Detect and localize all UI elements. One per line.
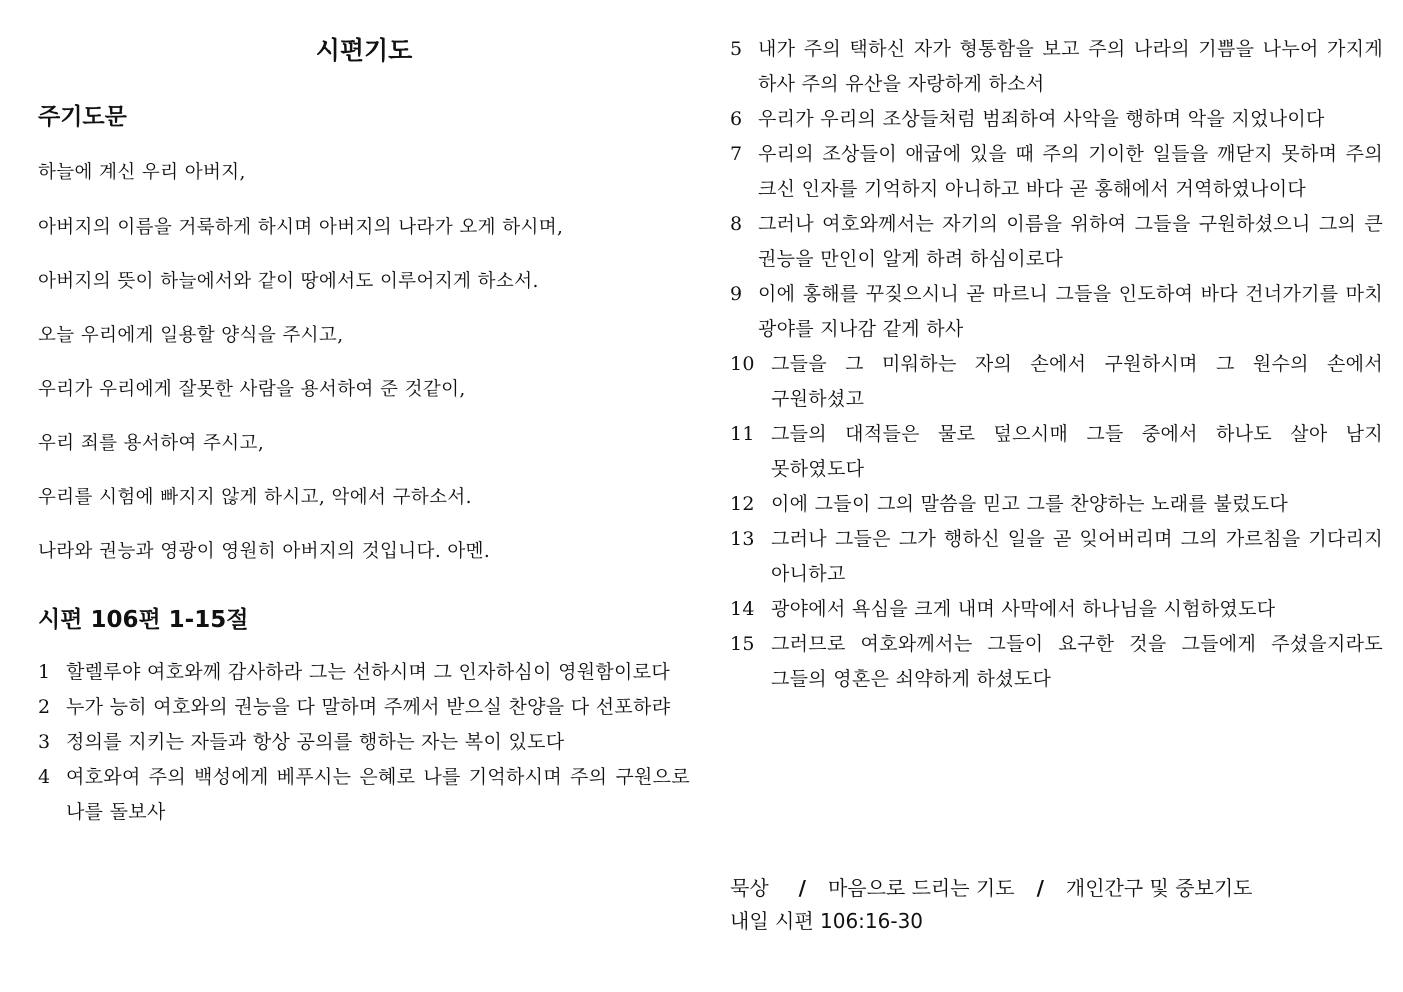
verse-number: 7 <box>730 143 743 165</box>
verse-text: 여호와여 주의 백성에게 베푸시는 은혜로 나를 기억하시며 주의 구원으로 나를 돌보사 <box>66 766 690 823</box>
verse-text: 이에 그들이 그의 말씀을 믿고 그를 찬양하는 노래를 불렀도다 <box>771 493 1289 515</box>
verse-number: 8 <box>730 213 743 235</box>
verse-number: 11 <box>730 423 755 445</box>
psalm-heading: 시편 106편 1-15절 <box>38 607 249 633</box>
psalm-verses-left <box>38 655 690 830</box>
verse-number: 4 <box>38 766 51 788</box>
verse-text: 광야에서 욕심을 크게 내며 사막에서 하나님을 시험하였도다 <box>771 598 1276 620</box>
verse-text: 그들의 대적들은 물로 덮으시매 그들 중에서 하나도 살아 남지 못하였도다 <box>771 423 1383 480</box>
psalm-verse <box>730 627 1383 697</box>
separator: / <box>798 876 806 900</box>
verse-number: 14 <box>730 598 755 620</box>
verse-number: 6 <box>730 108 743 130</box>
verse-text: 우리의 조상들이 애굽에 있을 때 주의 기이한 일들을 깨닫지 못하며 주의 크신 인자를 기억하지 아니하고 바다 곧 홍해에서 거역하였나이다 <box>758 143 1383 200</box>
verse-text: 할렐루야 여호와께 감사하라 그는 선하시며 그 인자하심이 영원함이로다 <box>66 661 670 683</box>
meditation-label: 묵상 <box>730 876 769 900</box>
verse-text: 그들을 그 미워하는 자의 손에서 구원하시며 그 원수의 손에서 구원하셨고 <box>771 353 1383 410</box>
verse-number: 15 <box>730 633 755 655</box>
psalm-verse <box>38 760 690 830</box>
verse-text: 이에 홍해를 꾸짖으시니 곧 마르니 그들을 인도하여 바다 건너가기를 마치 광야를 지나감 같게 하사 <box>758 283 1383 340</box>
heart-prayer-label: 마음으로 드리는 기도 <box>827 876 1015 900</box>
lords-prayer-line: 오늘 우리에게 일용할 양식을 주시고, <box>38 325 344 346</box>
verse-number: 3 <box>38 731 51 753</box>
verse-text: 그러나 여호와께서는 자기의 이름을 위하여 그들을 구원하셨으니 그의 큰 권능을 만인이 알게 하려 하심이로다 <box>758 213 1383 270</box>
verse-number: 13 <box>730 528 755 550</box>
psalm-verse <box>730 592 1383 627</box>
psalm-verse <box>38 655 690 690</box>
lords-prayer-line: 우리를 시험에 빠지지 않게 하시고, 악에서 구하소서. <box>38 487 472 508</box>
lords-prayer-line: 우리 죄를 용서하여 주시고, <box>38 433 265 454</box>
psalm-verse <box>730 137 1383 207</box>
psalm-verse <box>730 207 1383 277</box>
psalm-verse <box>730 102 1383 137</box>
psalm-verse <box>730 347 1383 417</box>
psalm-verse <box>730 417 1383 487</box>
psalm-verse <box>730 32 1383 102</box>
intercession-label: 개인간구 및 중보기도 <box>1065 876 1253 900</box>
psalm-verse <box>730 522 1383 592</box>
verse-number: 5 <box>730 38 743 60</box>
verse-text: 누가 능히 여호와의 권능을 다 말하며 주께서 받으실 찬양을 다 선포하랴 <box>66 696 671 718</box>
verse-text: 그러나 그들은 그가 행하신 일을 곧 잊어버리며 그의 가르침을 기다리지 아니하고 <box>771 528 1383 585</box>
footer <box>730 872 1383 938</box>
footer-steps <box>730 872 1383 905</box>
lords-prayer-heading: 주기도문 <box>38 104 127 130</box>
verse-number: 9 <box>730 283 743 305</box>
lords-prayer-line: 나라와 권능과 영광이 영원히 아버지의 것입니다. 아멘. <box>38 541 491 562</box>
page-title: 시편기도 <box>315 36 413 65</box>
next-reading: 내일 시편 106:16-30 <box>730 909 924 933</box>
psalm-verse <box>38 690 690 725</box>
psalm-verse <box>730 487 1383 522</box>
lords-prayer-line: 하늘에 계신 우리 아버지, <box>38 162 246 183</box>
verse-text: 내가 주의 택하신 자가 형통함을 보고 주의 나라의 기쁨을 나누어 가지게 하사 주의 유산을 자랑하게 하소서 <box>758 38 1383 95</box>
verse-number: 1 <box>38 661 51 683</box>
verse-text: 우리가 우리의 조상들처럼 범죄하여 사악을 행하며 악을 지었나이다 <box>758 108 1325 130</box>
verse-text: 정의를 지키는 자들과 항상 공의를 행하는 자는 복이 있도다 <box>66 731 565 753</box>
verse-number: 2 <box>38 696 51 718</box>
lords-prayer-line: 아버지의 이름을 거룩하게 하시며 아버지의 나라가 오게 하시며, <box>38 217 564 238</box>
verse-number: 10 <box>730 353 755 375</box>
psalm-verses-right <box>730 32 1383 697</box>
verse-number: 12 <box>730 493 755 515</box>
lords-prayer-line: 아버지의 뜻이 하늘에서와 같이 땅에서도 이루어지게 하소서. <box>38 271 539 292</box>
separator: / <box>1036 876 1044 900</box>
psalm-verse <box>730 277 1383 347</box>
lords-prayer-line: 우리가 우리에게 잘못한 사람을 용서하여 준 것같이, <box>38 379 466 400</box>
verse-text: 그러므로 여호와께서는 그들이 요구한 것을 그들에게 주셨을지라도 그들의 영혼은 쇠약하게 하셨도다 <box>771 633 1383 690</box>
psalm-verse <box>38 725 690 760</box>
